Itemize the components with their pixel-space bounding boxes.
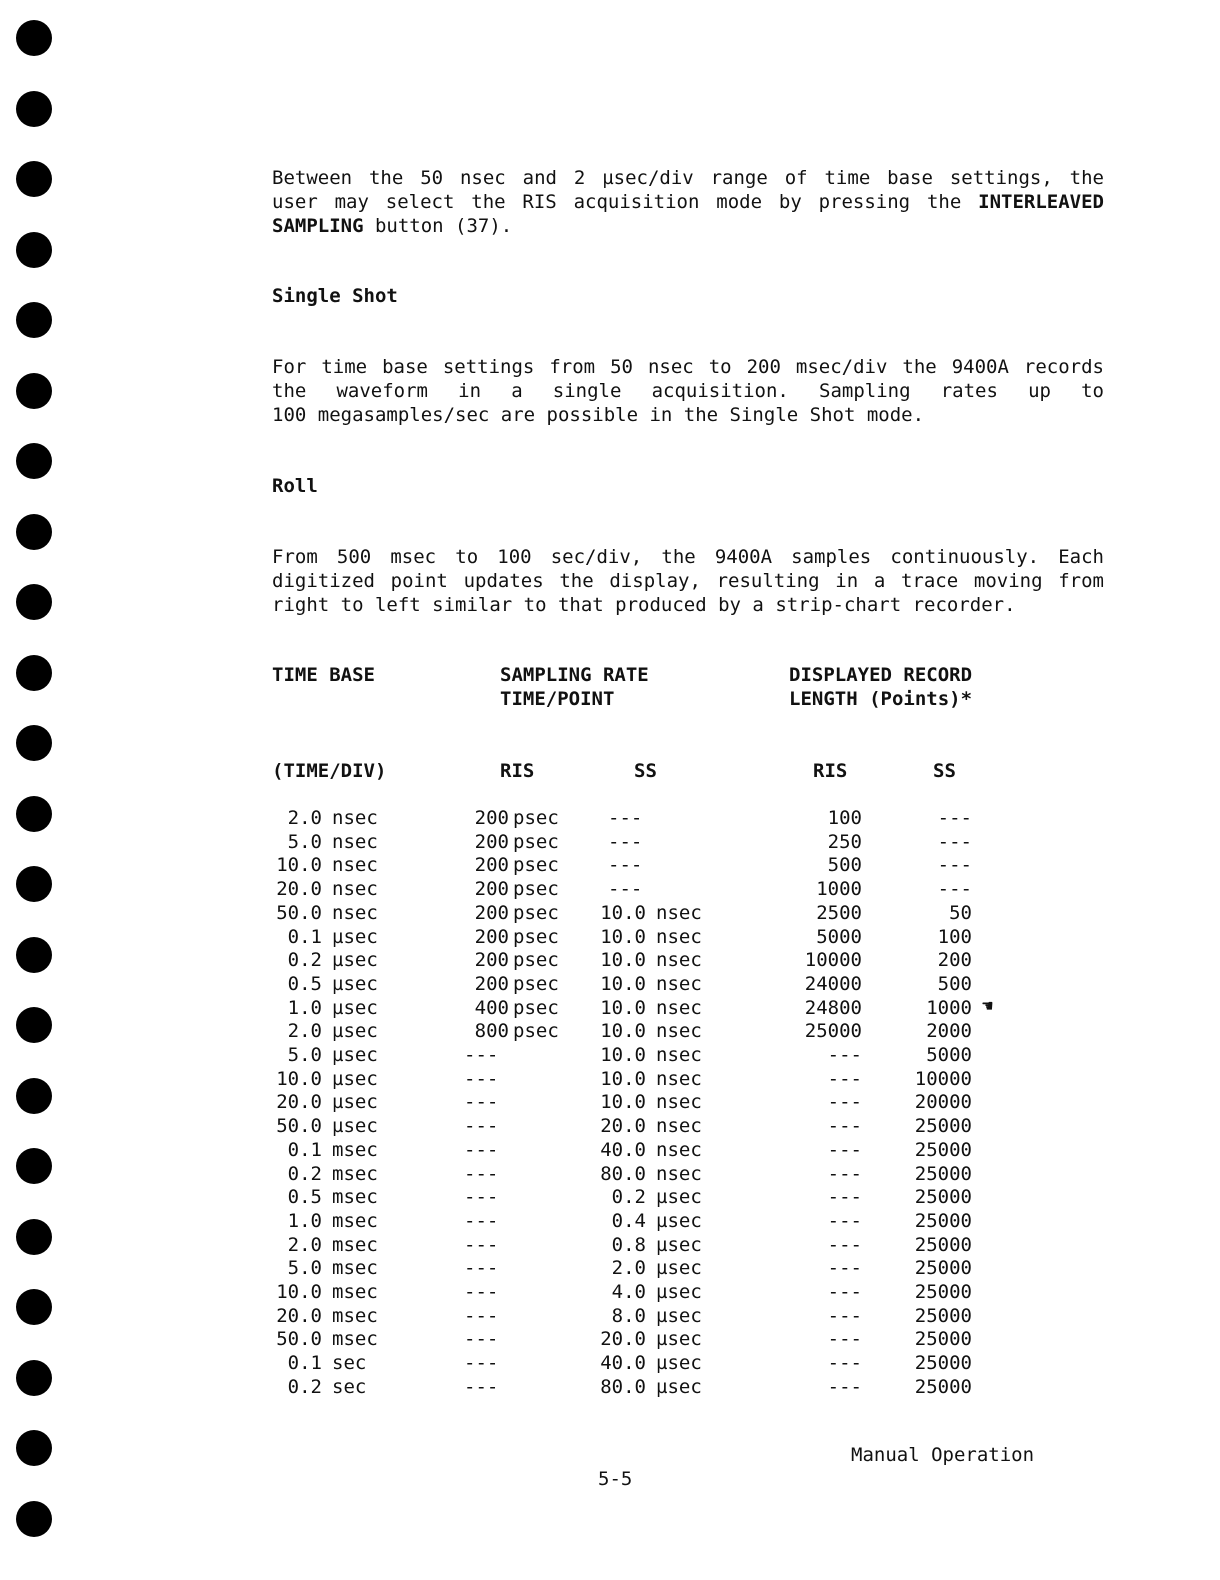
subheader-ris-rate: RIS [500, 760, 535, 782]
table-row [0, 853, 1220, 877]
ss-rate-unit: nsec [656, 925, 702, 948]
ss-record-length: --- [937, 830, 972, 853]
table-row [0, 1375, 1220, 1399]
time-base-unit: msec [332, 1209, 378, 1232]
ris-record-length: 100 [827, 807, 862, 829]
time-base-unit: msec [332, 1138, 378, 1161]
ss-rate-unit: nsec [656, 1044, 702, 1066]
table-row [0, 1351, 1220, 1375]
ss-rate-value: 80.0 [600, 1375, 646, 1398]
time-base-value: 2.0 [287, 807, 322, 829]
binder-hole [16, 20, 52, 56]
ss-record-length: 25000 [914, 1328, 972, 1351]
ss-rate-unit: nsec [656, 972, 702, 995]
ris-record-length: 2500 [816, 901, 862, 924]
subheader-ss-length: SS [933, 760, 956, 782]
ss-rate-value: 0.8 [611, 1233, 646, 1256]
table-row [0, 1280, 1220, 1304]
ss-rate-value: 10.0 [600, 1020, 646, 1043]
ss-rate-unit: µsec [656, 1375, 702, 1398]
ris-rate-value: --- [464, 1375, 499, 1398]
ss-rate-value: 8.0 [611, 1304, 646, 1327]
ss-rate-value: 2.0 [611, 1257, 646, 1280]
ris-rate-value: 400 [474, 996, 509, 1019]
ss-record-length: 5000 [926, 1044, 972, 1066]
binder-hole [16, 584, 52, 620]
binder-hole [16, 373, 52, 409]
ss-record-length: 25000 [914, 1115, 972, 1138]
single-shot-line: the waveform in a single acquisition. Sampling rates up to [272, 380, 1104, 402]
intro-paragraph [272, 166, 1104, 238]
time-base-unit: nsec [332, 878, 378, 901]
binder-hole [16, 655, 52, 691]
ris-rate-value: --- [464, 1304, 499, 1327]
intro-line-1: Between the 50 nsec and 2 µsec/div range of time base settings, the [272, 167, 1104, 189]
ss-record-length: 100 [937, 925, 972, 948]
header-length-points: LENGTH (Points)* [789, 688, 973, 710]
table-row [0, 1233, 1220, 1257]
time-base-value: 10.0 [276, 1067, 322, 1090]
binder-hole [16, 1430, 52, 1466]
ss-rate-unit: nsec [656, 996, 702, 1019]
time-base-unit: µsec [332, 1091, 378, 1114]
ris-record-length: 24000 [804, 972, 862, 995]
ss-rate-value: 80.0 [600, 1162, 646, 1185]
ris-rate-unit: psec [513, 1020, 559, 1043]
time-base-unit: nsec [332, 830, 378, 853]
ss-rate-unit: µsec [656, 1233, 702, 1256]
ris-rate-unit: psec [513, 854, 559, 877]
time-base-value: 1.0 [287, 996, 322, 1019]
table-row [0, 806, 1220, 830]
subheader-time-div: (TIME/DIV) [272, 760, 387, 782]
roll-paragraph [272, 545, 1104, 617]
time-base-unit: µsec [332, 925, 378, 948]
ris-record-length: --- [827, 1115, 862, 1138]
ris-rate-value: --- [464, 1257, 499, 1280]
ris-record-length: --- [827, 1375, 862, 1398]
time-base-value: 5.0 [287, 1257, 322, 1280]
ris-rate-unit: psec [513, 807, 559, 829]
time-base-unit: µsec [332, 1115, 378, 1138]
ss-record-length: 50 [949, 901, 972, 924]
ris-rate-value: 200 [474, 830, 509, 853]
ris-rate-value: --- [464, 1138, 499, 1161]
table-row [0, 877, 1220, 901]
subheader-ris-length: RIS [813, 760, 848, 782]
ris-record-length: --- [827, 1067, 862, 1090]
table-row [0, 1019, 1220, 1043]
binder-hole [16, 161, 52, 197]
roll-line: From 500 msec to 100 sec/div, the 9400A samples continuously. Each [272, 546, 1104, 568]
table-row [0, 1185, 1220, 1209]
time-base-value: 2.0 [287, 1020, 322, 1043]
ss-record-length: 20000 [914, 1091, 972, 1114]
ris-rate-value: 200 [474, 807, 509, 829]
time-base-unit: µsec [332, 996, 378, 1019]
ris-rate-value: --- [464, 1209, 499, 1232]
ris-rate-value: --- [464, 1091, 499, 1114]
ss-rate-value: 4.0 [611, 1281, 646, 1303]
ris-record-length: --- [827, 1257, 862, 1280]
ss-record-length: 200 [937, 949, 972, 972]
intro-line-2: user may select the RIS acquisition mode by pressing the [272, 191, 979, 213]
ss-rate-value: 10.0 [600, 925, 646, 948]
time-base-unit: µsec [332, 949, 378, 972]
time-base-unit: msec [332, 1281, 378, 1303]
time-base-value: 10.0 [276, 1281, 322, 1303]
ss-rate-unit: nsec [656, 1115, 702, 1138]
table-row [0, 1256, 1220, 1280]
header-sampling-rate: SAMPLING RATE [500, 664, 649, 686]
ss-record-length: --- [937, 807, 972, 829]
single-shot-line: For time base settings from 50 nsec to 200 msec/div the 9400A records [272, 356, 1104, 378]
ss-rate-value: 10.0 [600, 949, 646, 972]
ss-rate-value: --- [608, 878, 643, 901]
binder-hole [16, 725, 52, 761]
time-base-unit: msec [332, 1162, 378, 1185]
ss-record-length: 25000 [914, 1257, 972, 1280]
ris-record-length: --- [827, 1091, 862, 1114]
time-base-value: 0.2 [287, 1375, 322, 1398]
time-base-unit: µsec [332, 972, 378, 995]
header-displayed-record: DISPLAYED RECORD [789, 664, 973, 686]
ss-rate-unit: nsec [656, 1138, 702, 1161]
ss-rate-value: --- [608, 807, 643, 829]
ris-record-length: --- [827, 1209, 862, 1232]
table-row [0, 1162, 1220, 1186]
ss-record-length: 25000 [914, 1233, 972, 1256]
time-base-value: 5.0 [287, 830, 322, 853]
time-base-unit: msec [332, 1304, 378, 1327]
ris-rate-unit: psec [513, 972, 559, 995]
single-shot-paragraph [272, 355, 1104, 427]
time-base-value: 20.0 [276, 878, 322, 901]
ris-record-length: --- [827, 1138, 862, 1161]
ris-rate-unit: psec [513, 878, 559, 901]
ris-rate-value: --- [464, 1352, 499, 1375]
ss-rate-unit: µsec [656, 1352, 702, 1375]
ris-rate-value: 200 [474, 925, 509, 948]
ris-record-length: --- [827, 1352, 862, 1375]
table-row [0, 1138, 1220, 1162]
ss-rate-value: 10.0 [600, 1067, 646, 1090]
footer-section: Manual Operation [851, 1444, 1035, 1466]
table-row [0, 948, 1220, 972]
ris-rate-value: --- [464, 1044, 499, 1066]
time-base-value: 20.0 [276, 1091, 322, 1114]
ss-rate-unit: nsec [656, 1091, 702, 1114]
ss-record-length: 25000 [914, 1209, 972, 1232]
ss-record-length: 25000 [914, 1138, 972, 1161]
ris-rate-value: --- [464, 1328, 499, 1351]
ss-rate-unit: µsec [656, 1209, 702, 1232]
ss-record-length: 2000 [926, 1020, 972, 1043]
time-base-unit: nsec [332, 807, 378, 829]
time-base-value: 0.2 [287, 949, 322, 972]
ss-rate-value: 40.0 [600, 1352, 646, 1375]
header-time-point: TIME/POINT [500, 688, 615, 710]
binder-hole [16, 443, 52, 479]
ss-record-length: 25000 [914, 1162, 972, 1185]
ss-rate-unit: µsec [656, 1328, 702, 1351]
ss-rate-unit: µsec [656, 1186, 702, 1209]
ss-rate-value: --- [608, 830, 643, 853]
ss-rate-value: 10.0 [600, 1091, 646, 1114]
ss-rate-unit: µsec [656, 1257, 702, 1280]
time-base-value: 0.1 [287, 1352, 322, 1375]
ris-rate-value: 200 [474, 949, 509, 972]
ss-rate-unit: nsec [656, 1067, 702, 1090]
ris-record-length: --- [827, 1281, 862, 1303]
table-row [0, 1090, 1220, 1114]
time-base-value: 50.0 [276, 1115, 322, 1138]
ris-rate-value: --- [464, 1186, 499, 1209]
ss-rate-value: 10.0 [600, 996, 646, 1019]
time-base-unit: msec [332, 1233, 378, 1256]
table-row [0, 925, 1220, 949]
time-base-value: 20.0 [276, 1304, 322, 1327]
ris-record-length: 24800 [804, 996, 862, 1019]
ris-rate-unit: psec [513, 996, 559, 1019]
time-base-value: 2.0 [287, 1233, 322, 1256]
ss-record-length: 1000 [926, 996, 972, 1019]
table-row [0, 1043, 1220, 1067]
ris-rate-unit: psec [513, 925, 559, 948]
time-base-unit: sec [332, 1375, 367, 1398]
table-row [0, 1209, 1220, 1233]
binder-hole [16, 232, 52, 268]
binder-hole [16, 302, 52, 338]
ss-record-length: --- [937, 878, 972, 901]
ris-record-length: --- [827, 1162, 862, 1185]
ris-rate-unit: psec [513, 949, 559, 972]
ris-rate-unit: psec [513, 830, 559, 853]
time-base-unit: msec [332, 1328, 378, 1351]
roll-line: digitized point updates the display, resulting in a trace moving from [272, 570, 1104, 592]
time-base-unit: nsec [332, 901, 378, 924]
time-base-unit: µsec [332, 1020, 378, 1043]
binder-hole [16, 514, 52, 550]
pointing-hand-icon: ☚ [982, 995, 993, 1017]
ss-rate-unit: nsec [656, 1162, 702, 1185]
ris-rate-value: --- [464, 1281, 499, 1303]
table-row [0, 1067, 1220, 1091]
ss-rate-value: 0.4 [611, 1209, 646, 1232]
time-base-value: 0.2 [287, 1162, 322, 1185]
ss-rate-unit: µsec [656, 1281, 702, 1303]
ris-record-length: --- [827, 1304, 862, 1327]
table-row [0, 1304, 1220, 1328]
ris-record-length: 25000 [804, 1020, 862, 1043]
time-base-value: 5.0 [287, 1044, 322, 1066]
intro-line-3-tail: button (37). [363, 215, 513, 237]
ss-rate-value: 0.2 [611, 1186, 646, 1209]
time-base-unit: msec [332, 1186, 378, 1209]
time-base-value: 10.0 [276, 854, 322, 877]
ris-record-length: 10000 [804, 949, 862, 972]
ss-rate-value: 10.0 [600, 901, 646, 924]
ss-rate-value: 20.0 [600, 1328, 646, 1351]
ris-rate-value: --- [464, 1162, 499, 1185]
ss-record-length: 500 [937, 972, 972, 995]
ss-rate-unit: nsec [656, 949, 702, 972]
ris-rate-value: 200 [474, 878, 509, 901]
ss-rate-value: 10.0 [600, 972, 646, 995]
ss-record-length: 10000 [914, 1067, 972, 1090]
time-base-unit: sec [332, 1352, 367, 1375]
subheader-ss-rate: SS [634, 760, 657, 782]
time-base-unit: msec [332, 1257, 378, 1280]
page-number: 5-5 [598, 1468, 633, 1490]
ss-rate-value: --- [608, 854, 643, 877]
ss-record-length: 25000 [914, 1281, 972, 1303]
time-base-value: 0.1 [287, 925, 322, 948]
ris-rate-unit: psec [513, 901, 559, 924]
ris-record-length: --- [827, 1186, 862, 1209]
binder-hole [16, 91, 52, 127]
ris-rate-value: 200 [474, 972, 509, 995]
ris-record-length: 5000 [816, 925, 862, 948]
time-base-unit: µsec [332, 1067, 378, 1090]
ris-record-length: 250 [827, 830, 862, 853]
ris-record-length: --- [827, 1044, 862, 1066]
roll-heading: Roll [272, 475, 318, 497]
ris-rate-value: 800 [474, 1020, 509, 1043]
table-row [0, 1327, 1220, 1351]
ss-record-length: 25000 [914, 1352, 972, 1375]
ris-record-length: --- [827, 1328, 862, 1351]
table-row [0, 1114, 1220, 1138]
table-row [0, 901, 1220, 925]
ss-rate-value: 40.0 [600, 1138, 646, 1161]
ss-record-length: 25000 [914, 1304, 972, 1327]
ris-rate-value: --- [464, 1067, 499, 1090]
table-row [0, 996, 1220, 1020]
ss-record-length: --- [937, 854, 972, 877]
ss-record-length: 25000 [914, 1375, 972, 1398]
ris-record-length: --- [827, 1233, 862, 1256]
ris-rate-value: --- [464, 1233, 499, 1256]
roll-line: right to left similar to that produced by a strip-chart recorder. [272, 594, 1016, 616]
table-row [0, 972, 1220, 996]
sampling-keyword: SAMPLING [272, 215, 364, 237]
time-base-value: 0.5 [287, 972, 322, 995]
ris-record-length: 500 [827, 854, 862, 877]
ris-rate-value: --- [464, 1115, 499, 1138]
time-base-value: 0.5 [287, 1186, 322, 1209]
interleaved-keyword: INTERLEAVED [978, 191, 1104, 213]
ss-rate-unit: nsec [656, 1020, 702, 1043]
ss-rate-value: 20.0 [600, 1115, 646, 1138]
time-base-value: 50.0 [276, 1328, 322, 1351]
single-shot-line: 100 megasamples/sec are possible in the Single Shot mode. [272, 404, 925, 426]
ss-record-length: 25000 [914, 1186, 972, 1209]
ss-rate-unit: nsec [656, 901, 702, 924]
time-base-value: 0.1 [287, 1138, 322, 1161]
ris-rate-value: 200 [474, 854, 509, 877]
time-base-value: 1.0 [287, 1209, 322, 1232]
table-row [0, 830, 1220, 854]
header-time-base: TIME BASE [272, 664, 375, 686]
ris-rate-value: 200 [474, 901, 509, 924]
single-shot-heading: Single Shot [272, 285, 398, 307]
ss-rate-unit: µsec [656, 1304, 702, 1327]
time-base-value: 50.0 [276, 901, 322, 924]
time-base-unit: nsec [332, 854, 378, 877]
ris-record-length: 1000 [816, 878, 862, 901]
ss-rate-value: 10.0 [600, 1044, 646, 1066]
time-base-unit: µsec [332, 1044, 378, 1066]
binder-hole [16, 1501, 52, 1537]
